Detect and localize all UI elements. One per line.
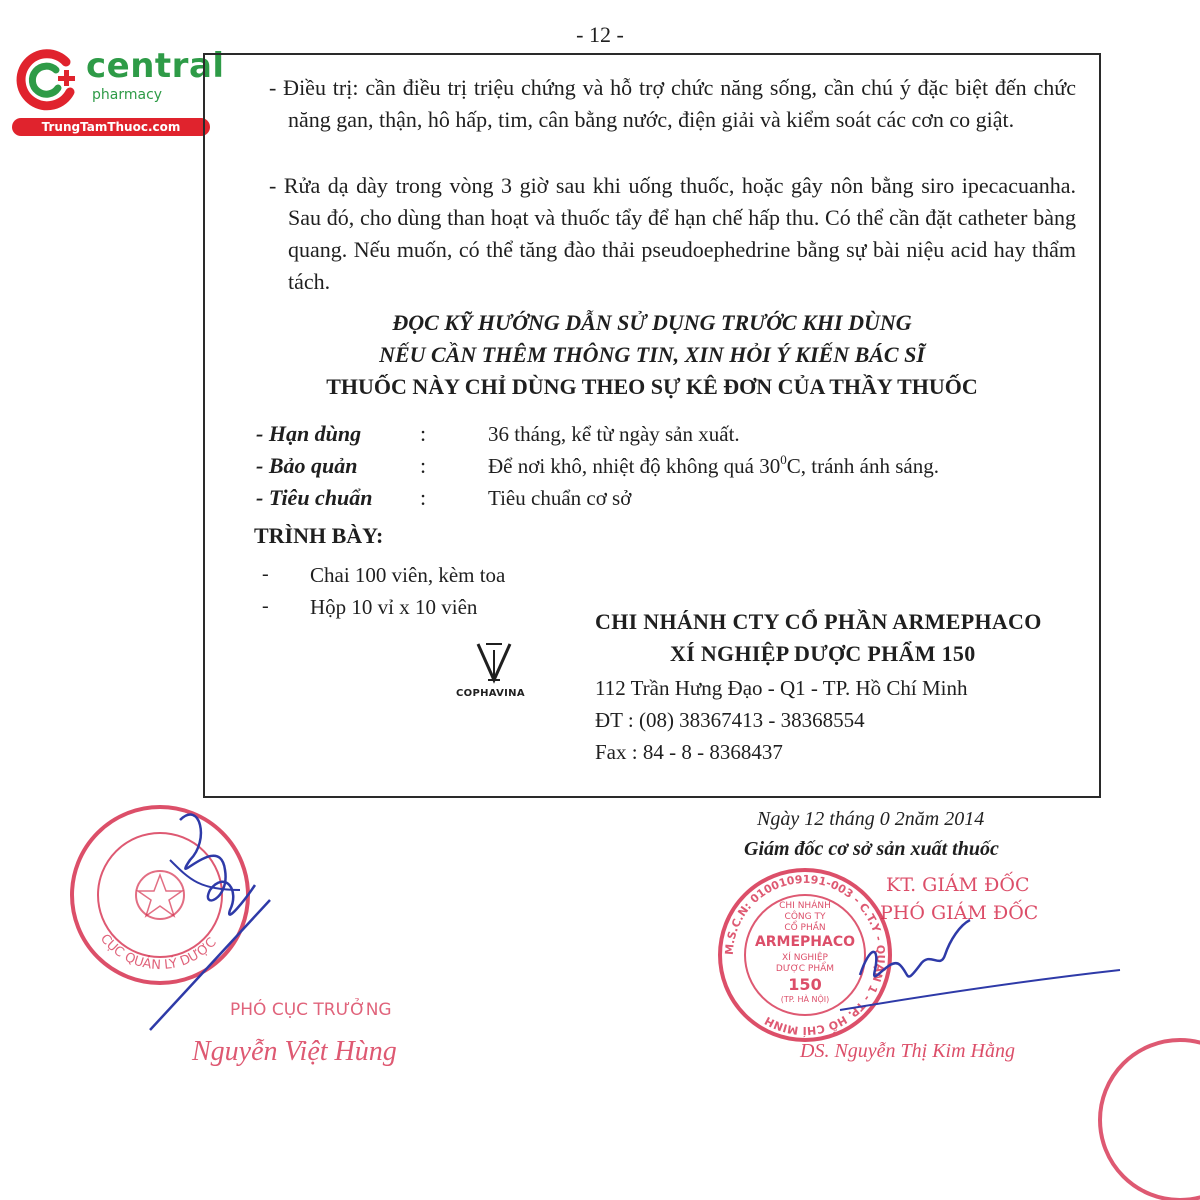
warning-ask-doctor: NẾU CẦN THÊM THÔNG TIN, XIN HỎI Ý KIẾN BÁC SĨ bbox=[379, 342, 925, 367]
spec-value-storage bbox=[488, 454, 939, 479]
right-stamp-title-1: KT. GIÁM ĐỐC bbox=[886, 874, 1030, 896]
brand-name: central bbox=[86, 46, 225, 86]
degree-superscript: 0 bbox=[780, 452, 787, 467]
brand-sub: pharmacy bbox=[92, 87, 163, 103]
right-stamp-ring-text: M.S.C.N: 0100109191-003 - C.T.Y - QUẬN 1 - TP. HỒ CHÍ MINH bbox=[722, 872, 888, 1038]
presentation-item-bottle: Chai 100 viên, kèm toa bbox=[310, 563, 506, 587]
right-stamp-line: CÔNG TY bbox=[784, 912, 826, 922]
spec-label-expiry: - Hạn dùng bbox=[256, 421, 362, 446]
left-stamp-title: PHÓ CỤC TRƯỞNG bbox=[230, 1000, 392, 1020]
company-phone: ĐT : (08) 38367413 - 38368554 bbox=[595, 708, 865, 732]
left-stamp-signer-name: Nguyễn Việt Hùng bbox=[192, 1036, 397, 1067]
right-stamp-line: XÍ NGHIỆP bbox=[782, 953, 828, 963]
presentation-dash: - bbox=[262, 563, 269, 585]
spec-colon: : bbox=[420, 485, 427, 510]
partial-stamp-edge bbox=[1070, 1030, 1200, 1200]
warning-prescription-only: THUỐC NÀY CHỈ DÙNG THEO SỰ KÊ ĐƠN CỦA THẦY THUỐC bbox=[326, 374, 978, 399]
spec-label-storage: - Bảo quản bbox=[256, 453, 358, 478]
cophavina-label: COPHAVINA bbox=[456, 688, 525, 699]
brand-site-link[interactable]: TrungTamThuoc.com bbox=[12, 118, 210, 136]
overdose-treatment-text: - Điều trị: cần điều trị triệu chứng và hỗ trợ chức năng sống, cần chú ý đặc biệt đến chức năng gan, thận, hô hấp, tim, cân bằng nước, điện giải và kiểm soát các cơn co giật. bbox=[269, 75, 1076, 132]
company-fax: Fax : 84 - 8 - 8368437 bbox=[595, 740, 783, 764]
overdose-treatment-paragraph bbox=[269, 72, 1076, 136]
right-stamp-line: ARMEPHACO bbox=[754, 934, 856, 950]
right-stamp-line: (TP. HÀ NỘI) bbox=[780, 995, 830, 1004]
director-title: Giám đốc cơ sở sản xuất thuốc bbox=[744, 838, 999, 860]
right-stamp-title-2: PHÓ GIÁM ĐỐC bbox=[880, 902, 1039, 924]
presentation-heading: TRÌNH BÀY: bbox=[254, 523, 384, 548]
spec-colon: : bbox=[420, 453, 427, 478]
presentation-dash: - bbox=[262, 595, 269, 617]
brand-logo bbox=[0, 30, 225, 140]
presentation-item-box: Hộp 10 vỉ x 10 viên bbox=[310, 595, 478, 619]
company-address: 112 Trần Hưng Đạo - Q1 - TP. Hồ Chí Minh bbox=[595, 676, 968, 700]
right-stamp-line: DƯỢC PHẨM bbox=[775, 964, 835, 974]
right-signature bbox=[830, 915, 1130, 1035]
spec-colon: : bbox=[420, 421, 427, 446]
right-stamp-signer-name: DS. Nguyễn Thị Kim Hằng bbox=[800, 1040, 1015, 1062]
spec-label-standard: - Tiêu chuẩn bbox=[256, 485, 373, 510]
storage-text-pre: Để nơi khô, nhiệt độ không quá 30 bbox=[488, 454, 781, 478]
gastric-lavage-text: - Rửa dạ dày trong vòng 3 giờ sau khi uống thuốc, hoặc gây nôn bằng siro ipecacuanha. Sau đó, cho dùng than hoạt và thuốc tẩy để hạn chế hấp thu. Có thể cần đặt catheter bàng quang. Nếu muốn, có thể tăng đào thải pseudoephedrine bằng sự bài niệu acid hay thẩm tách. bbox=[269, 173, 1076, 294]
gastric-lavage-paragraph bbox=[269, 170, 1076, 298]
right-stamp-line: CHI NHÁNH bbox=[779, 901, 831, 911]
warning-read-instructions: ĐỌC KỸ HƯỚNG DẪN SỬ DỤNG TRƯỚC KHI DÙNG bbox=[392, 310, 912, 335]
company-name: CHI NHÁNH CTY CỔ PHẦN ARMEPHACO bbox=[595, 609, 1042, 634]
right-stamp-line: 150 bbox=[788, 975, 822, 994]
cophavina-logo-icon bbox=[472, 640, 516, 686]
spec-value-standard: Tiêu chuẩn cơ sở bbox=[488, 486, 632, 510]
sign-date: Ngày 12 tháng 0 2năm 2014 bbox=[757, 808, 985, 830]
right-stamp-line: CỔ PHẦN bbox=[784, 923, 826, 933]
left-stamp-ring-text: CỤC QUẢN LÝ DƯỢC bbox=[96, 931, 220, 974]
page-number: - 12 - bbox=[576, 22, 624, 47]
storage-text-post: C, tránh ánh sáng. bbox=[786, 454, 939, 478]
pharmacy-cross-logo-icon bbox=[8, 40, 88, 120]
spec-value-expiry: 36 tháng, kể từ ngày sản xuất. bbox=[488, 422, 740, 446]
company-factory: XÍ NGHIỆP DƯỢC PHẨM 150 bbox=[670, 641, 976, 666]
